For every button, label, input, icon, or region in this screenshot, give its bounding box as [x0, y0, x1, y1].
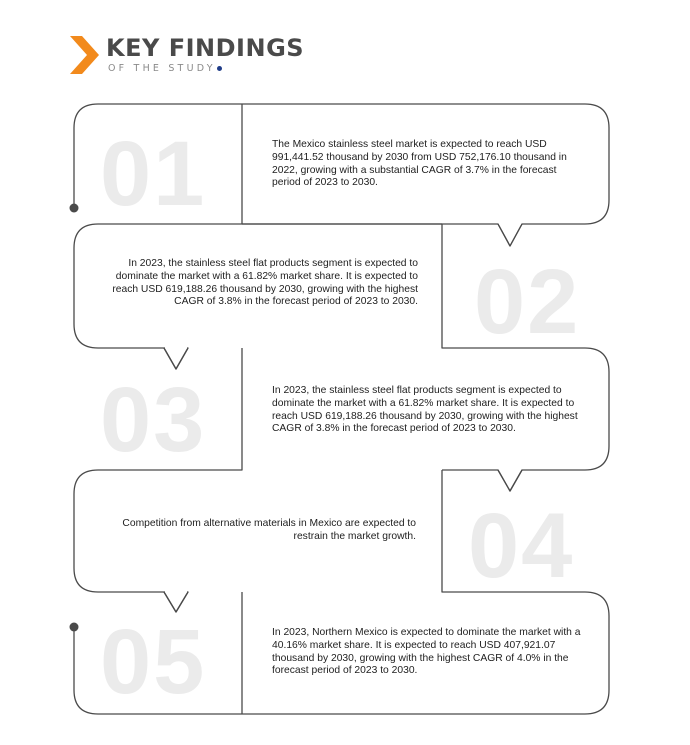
- finding-text-05: In 2023, Northern Mexico is expected to dominate the market with a 40.16% market share. It is expected to reach USD 407,921.07 thousand by 2030, growing with the highest CAGR of 4.0% in the forecast period of 2023 to 2030.: [272, 627, 581, 677]
- subtitle-dot: [217, 66, 222, 71]
- finding-number-02: 02: [474, 251, 581, 353]
- finding-number-03: 03: [100, 369, 207, 471]
- finding-text-03: In 2023, the stainless steel flat products segment is expected to dominate the market with a 61.82% market share. It is expected to reach USD 619,188.26 thousand by 2030, growing with the highest CAGR of 3.8% in the forecast period of 2023 to 2030.: [272, 385, 578, 435]
- finding-text-02: In 2023, the stainless steel flat products segment is expected to dominate the market with a 61.82% market share. It is expected to reach USD 619,188.26 thousand by 2030, growing with the highest CAGR of 3.8% in the forecast period of 2023 to 2030.: [112, 258, 418, 308]
- finding-number-04: 04: [468, 495, 575, 597]
- page-title: KEY FINDINGS: [106, 34, 305, 62]
- start-dot: [70, 204, 79, 213]
- finding-text-04: Competition from alternative materials in Mexico are expected to restrain the market growth.: [122, 518, 416, 542]
- page-subtitle: OF THE STUDY: [108, 63, 216, 74]
- chevron-logo-icon: [70, 36, 99, 74]
- finding-number-01: 01: [100, 123, 207, 225]
- finding-text-01: The Mexico stainless steel market is expected to reach USD 991,441.52 thousand by 2030 from USD 752,176.10 thousand in 2022, growing with a substantial CAGR of 3.7% in the forecast period of 2023 to 2030.: [272, 139, 567, 189]
- end-dot: [70, 623, 79, 632]
- finding-number-05: 05: [100, 611, 207, 713]
